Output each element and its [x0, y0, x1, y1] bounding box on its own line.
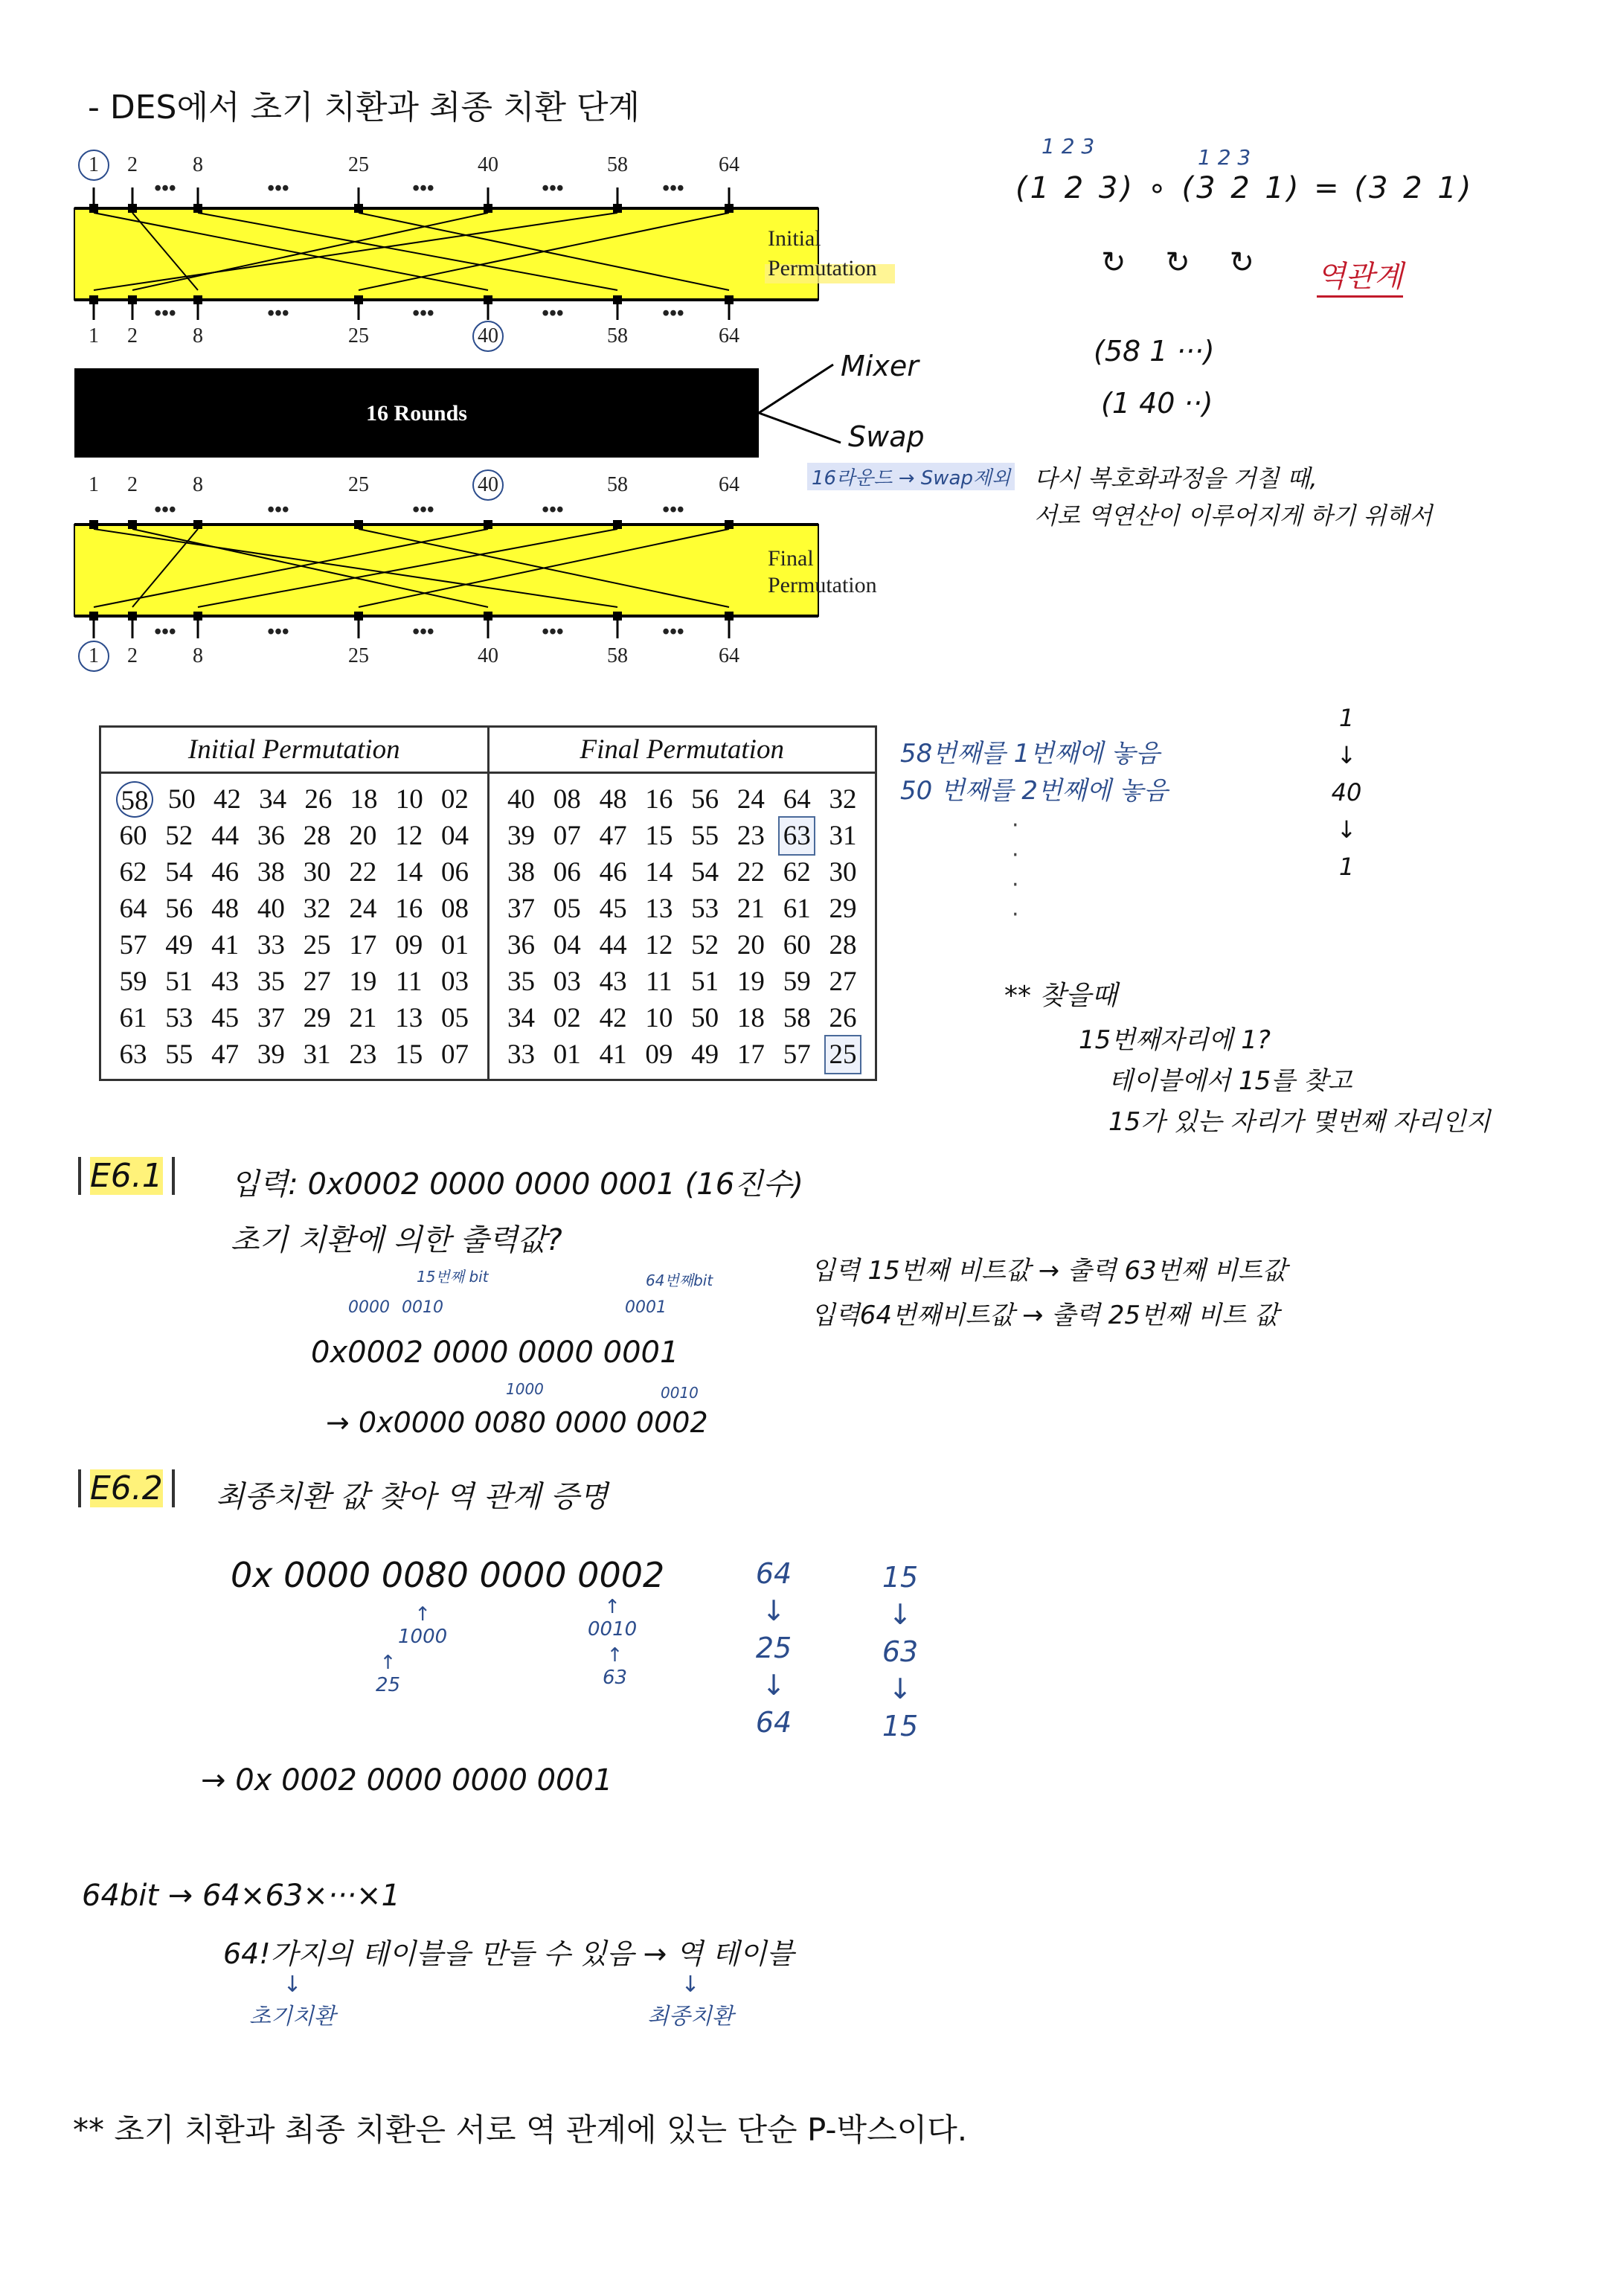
table-cell: 15 [645, 821, 673, 851]
table-row [116, 781, 472, 818]
inverse-note: 역관계 [1317, 253, 1403, 298]
table-cell: 23 [736, 821, 765, 851]
dots: ••• [542, 498, 564, 522]
table-cell: 02 [553, 1003, 581, 1033]
table-row [504, 1000, 861, 1036]
table-cell: 43 [211, 966, 240, 997]
e61-nib-a: 0000 [348, 1298, 390, 1317]
e62-title: 최종치환 값 찾아 역 관계 증명 [216, 1480, 609, 1514]
ip-in-label: 64 [719, 153, 739, 176]
table-row [504, 818, 861, 854]
table-cell: 48 [211, 894, 240, 924]
table-cell: 26 [829, 1003, 857, 1033]
table-cell: 13 [645, 894, 673, 924]
fp-out-label: 64 [719, 644, 739, 667]
table-cell: 07 [553, 821, 581, 851]
find-3: 15가 있는 자리가 몇번째 자리인지 [1108, 1107, 1491, 1137]
dots: ••• [662, 498, 684, 522]
table-cell: 08 [553, 784, 581, 815]
table-cell: 12 [645, 930, 673, 961]
table-cell: 09 [395, 930, 423, 961]
table-cell: 03 [440, 966, 469, 997]
table-cell: 62 [119, 857, 147, 888]
table-cell: 41 [211, 930, 240, 961]
dots: ••• [154, 498, 176, 522]
table-cell: 54 [165, 857, 193, 888]
decrypt-note-2: 서로 역연산이 이루어지게 하기 위해서 [1034, 501, 1433, 530]
dots: ••• [542, 177, 564, 200]
fp-in-label: 40 [478, 473, 498, 496]
table-cell: 37 [507, 894, 535, 924]
table-cell: 22 [349, 857, 377, 888]
rounds-label: 16 Rounds [366, 401, 467, 426]
table-cell: 54 [691, 857, 719, 888]
dots: ••• [412, 498, 434, 522]
table-note-1: 58번째를 1번째에 놓음 [900, 739, 1161, 769]
table-cell: 29 [829, 894, 857, 924]
swap-label: Swap [848, 420, 925, 453]
table-cell: 44 [211, 821, 240, 851]
table-row [504, 1036, 861, 1073]
table-cell: 56 [691, 784, 719, 815]
e61-bit64: 64번째bit [646, 1272, 713, 1289]
table-cell: 10 [395, 784, 423, 815]
table-cell: 32 [829, 784, 857, 815]
bottom-initial: ↓ 초기치환 [249, 1972, 336, 2030]
e62-label: E6.2 [78, 1469, 175, 1507]
table-cell: 01 [553, 1039, 581, 1070]
table-cell: 25 [303, 930, 331, 961]
e62-pos-a: ↑ 25 [376, 1652, 401, 1696]
table-cell: 11 [646, 966, 673, 997]
table-cell: 24 [349, 894, 377, 924]
table-cell: 44 [599, 930, 627, 961]
dots: ••• [267, 498, 289, 522]
table-cell: 02 [440, 784, 469, 815]
dots: ••• [542, 621, 564, 644]
e62-nib-a: ↑ 1000 [398, 1603, 448, 1648]
ip-in-label: 40 [478, 153, 498, 176]
dots: ••• [267, 621, 289, 644]
table-cell: 63 [119, 1039, 147, 1070]
table-cell: 38 [257, 857, 285, 888]
e61-map-2: 입력64번째비트값 → 출력 25번째 비트 값 [811, 1301, 1279, 1330]
table-row [116, 1036, 472, 1073]
e61-output: → 0x0000 0080 0000 0002 [326, 1406, 708, 1439]
e62-pos-b: ↑ 63 [603, 1644, 628, 1689]
table-cell: 08 [440, 894, 469, 924]
ip-out-label: 2 [127, 324, 138, 347]
ip-out-label: 1 [89, 324, 99, 347]
table-cell: 16 [645, 784, 673, 815]
find-1: 15번째자리에 1? [1079, 1025, 1271, 1055]
table-cell: 34 [259, 784, 287, 815]
table-cell: 24 [736, 784, 765, 815]
e61-label: E6.1 [78, 1157, 175, 1195]
table-cell: 35 [257, 966, 285, 997]
table-cell: 49 [691, 1039, 719, 1070]
table-cell: 61 [119, 1003, 147, 1033]
table-cell: 05 [553, 894, 581, 924]
ip-in-label: 8 [193, 153, 203, 176]
table-cell: 56 [165, 894, 193, 924]
e61-value: 0x0002 0000 0000 0001 [311, 1335, 679, 1370]
table-cell: 62 [783, 857, 811, 888]
table-cell: 26 [304, 784, 333, 815]
table-row [116, 1000, 472, 1036]
e61-map-1: 입력 15번째 비트값 → 출력 63번째 비트값 [811, 1256, 1287, 1286]
table-cell: 30 [829, 857, 857, 888]
table-cell: 14 [645, 857, 673, 888]
table-row [116, 891, 472, 927]
fp-out-label: 58 [607, 644, 628, 667]
table-cell: 29 [303, 1003, 331, 1033]
table-cell: 21 [736, 894, 765, 924]
fp-out-label: 2 [127, 644, 138, 667]
table-row [504, 891, 861, 927]
fp-label-2: Permutation [768, 573, 877, 597]
table-cell: 31 [829, 821, 857, 851]
table-cell: 27 [829, 966, 857, 997]
fp-label-1: Final [768, 546, 814, 571]
table-row [504, 781, 861, 818]
table-cell: 59 [119, 966, 147, 997]
table-cell: 16 [395, 894, 423, 924]
e62-chain-b: 15 ↓ 63 ↓ 15 [882, 1561, 919, 1742]
dots: ••• [154, 302, 176, 325]
table-cell: 17 [736, 1039, 765, 1070]
fp-out-label: 8 [193, 644, 203, 667]
ip-out-label: 64 [719, 324, 739, 347]
bottom-calc: 64bit → 64×63×···×1 [82, 1879, 400, 1913]
table-cell: 53 [165, 1003, 193, 1033]
ip-in-label: 2 [127, 153, 138, 176]
table-row [116, 818, 472, 854]
perm-top-nums-a: 1 2 3 [1042, 134, 1095, 158]
table-cell: 51 [165, 966, 193, 997]
permutation-table [99, 725, 877, 1081]
table-cell: 45 [211, 1003, 240, 1033]
bottom-tables: 64!가지의 테이블을 만들 수 있음 → 역 테이블 [223, 1937, 795, 1970]
table-cell: 59 [783, 966, 811, 997]
table-cell: 11 [395, 966, 423, 997]
ip-out-label: 58 [607, 324, 628, 347]
table-cell: 58 [116, 781, 153, 818]
table-cell: 33 [257, 930, 285, 961]
dots: ••• [662, 177, 684, 200]
fp-in-label: 8 [193, 473, 203, 496]
continuation-dots: · · · · [1012, 812, 1019, 928]
table-cell: 15 [395, 1039, 423, 1070]
e61-out-nib-a: 1000 [506, 1380, 544, 1398]
dots: ••• [154, 621, 176, 644]
dots: ••• [412, 177, 434, 200]
table-cell: 32 [303, 894, 331, 924]
table-cell: 36 [257, 821, 285, 851]
perm-top-nums-b: 1 2 3 [1198, 145, 1251, 170]
table-cell: 51 [691, 966, 719, 997]
table-cell: 03 [553, 966, 581, 997]
table-cell: 52 [165, 821, 193, 851]
swap-note: 16라운드 → Swap제외 [807, 463, 1015, 490]
table-row [116, 963, 472, 1000]
e61-question: 초기 치환에 의한 출력값? [231, 1223, 562, 1257]
table-cell: 21 [349, 1003, 377, 1033]
dots: ••• [412, 621, 434, 644]
fp-in-label: 25 [348, 473, 369, 496]
table-cell: 18 [736, 1003, 765, 1033]
dots: ••• [267, 177, 289, 200]
header-initial: Initial Permutation [100, 727, 489, 773]
initial-table-body [100, 773, 489, 1080]
dots: ••• [542, 302, 564, 325]
table-cell: 63 [780, 818, 814, 854]
ip-label-1: Initial [768, 226, 821, 251]
table-cell: 18 [350, 784, 378, 815]
table-cell: 35 [507, 966, 535, 997]
table-cell: 55 [691, 821, 719, 851]
table-cell: 52 [691, 930, 719, 961]
header-final: Final Permutation [488, 727, 876, 773]
perm-arrows: ↻ ↻ ↻ [1101, 246, 1269, 280]
e61-nib-c: 0001 [625, 1298, 667, 1317]
e62-nib-b: ↑ 0010 [588, 1596, 638, 1641]
table-cell: 58 [783, 1003, 811, 1033]
summary: ** 초기 치환과 최종 치환은 서로 역 관계에 있는 단순 P-박스이다. [73, 2111, 968, 2148]
table-cell: 55 [165, 1039, 193, 1070]
table-cell: 34 [507, 1003, 535, 1033]
dots: ••• [412, 302, 434, 325]
table-cell: 13 [395, 1003, 423, 1033]
table-cell: 28 [829, 930, 857, 961]
table-cell: 38 [507, 857, 535, 888]
fp-in-label: 1 [89, 473, 99, 496]
find-2: 테이블에서 15를 찾고 [1108, 1066, 1352, 1096]
e61-out-nib-b: 0010 [661, 1384, 699, 1402]
table-cell: 57 [783, 1039, 811, 1070]
e62-value: 0x 0000 0080 0000 0002 [231, 1555, 665, 1595]
table-cell: 07 [440, 1039, 469, 1070]
final-table-body [488, 773, 876, 1080]
chain-1-40-1: 1 ↓ 40 ↓ 1 [1331, 704, 1362, 881]
table-row [116, 854, 472, 891]
ip-out-label: 8 [193, 324, 203, 347]
find-title: ** 찾을때 [1004, 981, 1117, 1011]
table-cell: 47 [211, 1039, 240, 1070]
e61-bit15: 15번째 bit [417, 1268, 489, 1286]
dots: ••• [662, 302, 684, 325]
table-cell: 50 [167, 784, 196, 815]
mixer-label: Mixer [841, 350, 919, 382]
table-cell: 64 [119, 894, 147, 924]
table-cell: 57 [119, 930, 147, 961]
table-cell: 46 [211, 857, 240, 888]
dots: ••• [267, 302, 289, 325]
table-cell: 50 [691, 1003, 719, 1033]
e62-chain-a: 64 ↓ 25 ↓ 64 [755, 1557, 792, 1739]
decrypt-note-1: 다시 복호화과정을 거칠 때, [1034, 464, 1318, 493]
fp-out-label: 40 [478, 644, 498, 667]
table-cell: 31 [303, 1039, 331, 1070]
table-cell: 25 [826, 1036, 860, 1073]
dots: ••• [154, 177, 176, 200]
bottom-final: ↓ 최종치환 [647, 1972, 734, 2030]
table-cell: 42 [213, 784, 241, 815]
table-cell: 48 [599, 784, 627, 815]
table-cell: 01 [440, 930, 469, 961]
table-cell: 22 [736, 857, 765, 888]
table-cell: 39 [257, 1039, 285, 1070]
perm-expression: (1 2 3) ∘ (3 2 1) = (3 2 1) [1015, 171, 1474, 205]
table-cell: 53 [691, 894, 719, 924]
table-cell: 43 [599, 966, 627, 997]
ip-in-label: 1 [89, 153, 99, 176]
table-cell: 23 [349, 1039, 377, 1070]
table-cell: 28 [303, 821, 331, 851]
table-cell: 49 [165, 930, 193, 961]
table-cell: 36 [507, 930, 535, 961]
fp-in-label: 64 [719, 473, 739, 496]
table-cell: 64 [783, 784, 811, 815]
table-cell: 30 [303, 857, 331, 888]
table-row [504, 854, 861, 891]
ip-out-label: 40 [478, 324, 498, 347]
table-cell: 45 [599, 894, 627, 924]
table-cell: 20 [736, 930, 765, 961]
table-cell: 12 [395, 821, 423, 851]
dots: ••• [662, 621, 684, 644]
table-cell: 60 [783, 930, 811, 961]
table-cell: 39 [507, 821, 535, 851]
fp-in-label: 2 [127, 473, 138, 496]
table-cell: 19 [349, 966, 377, 997]
table-row [504, 963, 861, 1000]
e61-input: 입력: 0x0002 0000 0000 0001 (16진수) [231, 1167, 804, 1202]
ip-input-ticks [94, 187, 729, 208]
tuple-2: (1 40 ··) [1101, 387, 1213, 420]
table-cell: 09 [645, 1039, 673, 1070]
des-permutation-diagram [67, 141, 930, 684]
ip-label-2: Permutation [768, 256, 877, 280]
table-cell: 61 [783, 894, 811, 924]
ip-in-label: 58 [607, 153, 628, 176]
e61-nib-b: 0010 [402, 1298, 443, 1317]
table-cell: 17 [349, 930, 377, 961]
fp-out-label: 25 [348, 644, 369, 667]
table-row [116, 927, 472, 963]
table-cell: 33 [507, 1039, 535, 1070]
table-cell: 06 [553, 857, 581, 888]
ip-out-label: 25 [348, 324, 369, 347]
page-title: - DES에서 초기 치환과 최종 치환 단계 [88, 89, 640, 126]
table-cell: 04 [440, 821, 469, 851]
table-row [504, 927, 861, 963]
table-cell: 37 [257, 1003, 285, 1033]
table-cell: 04 [553, 930, 581, 961]
table-cell: 05 [440, 1003, 469, 1033]
table-cell: 06 [440, 857, 469, 888]
table-cell: 40 [257, 894, 285, 924]
table-cell: 27 [303, 966, 331, 997]
e62-output: → 0x 0002 0000 0000 0001 [201, 1763, 613, 1798]
table-cell: 42 [599, 1003, 627, 1033]
table-cell: 60 [119, 821, 147, 851]
fp-in-label: 58 [607, 473, 628, 496]
table-cell: 20 [349, 821, 377, 851]
table-cell: 41 [599, 1039, 627, 1070]
table-cell: 19 [736, 966, 765, 997]
table-cell: 14 [395, 857, 423, 888]
tuple-1: (58 1 ···) [1094, 335, 1215, 368]
table-cell: 10 [645, 1003, 673, 1033]
ip-in-label: 25 [348, 153, 369, 176]
table-cell: 46 [599, 857, 627, 888]
fp-out-label: 1 [89, 644, 99, 667]
table-cell: 40 [507, 784, 535, 815]
table-note-2: 50 번째를 2번째에 놓음 [900, 776, 1169, 806]
table-cell: 47 [599, 821, 627, 851]
